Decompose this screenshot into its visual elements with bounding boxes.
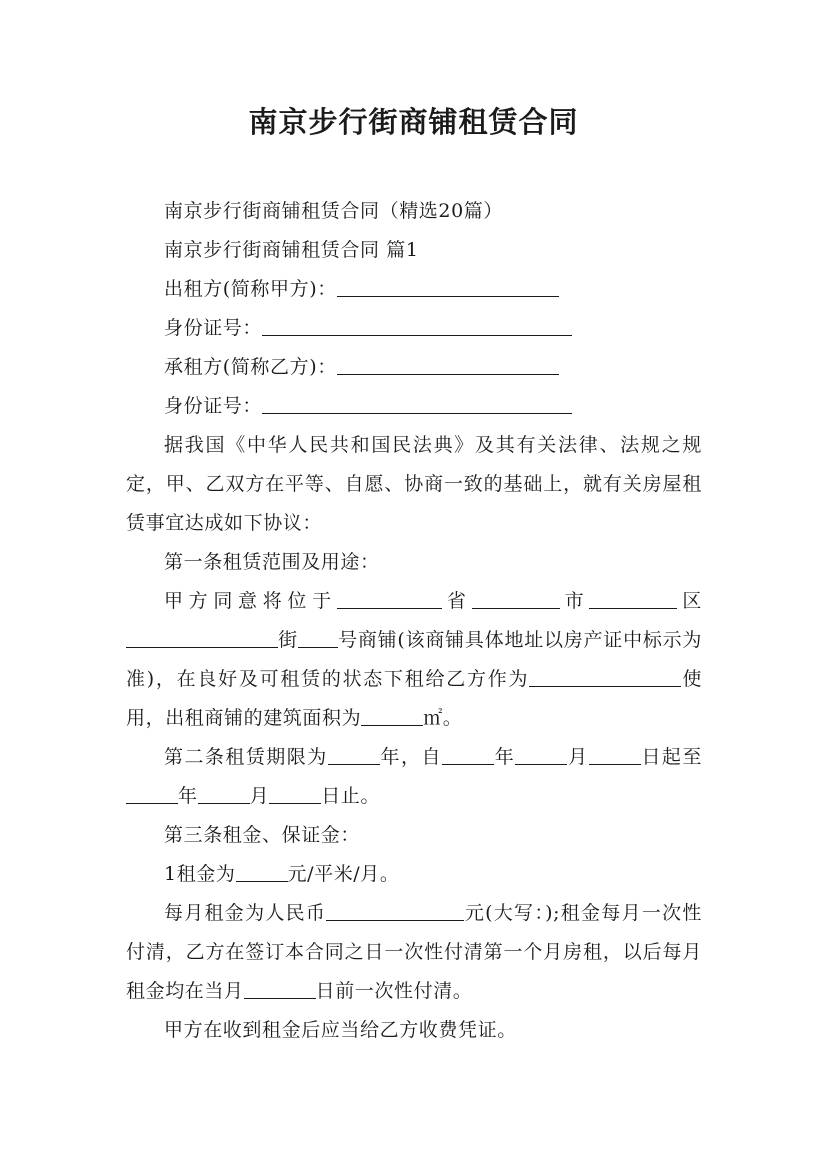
lessee-label: 承租方(简称乙方)：	[164, 356, 337, 378]
lessor-id-label: 身份证号：	[164, 317, 263, 339]
lessee-blank	[337, 355, 559, 375]
intro-paragraph: 据我国《中华人民共和国民法典》及其有关法律、法规之规定，甲、乙双方在平等、自愿、协商一致的基础上，就有关房屋租赁事宜达成如下协议：	[126, 434, 702, 534]
rent-per-sqm-blank	[236, 862, 288, 882]
city-blank	[472, 589, 560, 609]
monthly-rent-blank	[326, 901, 464, 921]
lessor-blank	[337, 277, 559, 297]
district-blank	[589, 589, 677, 609]
start-year-blank	[442, 745, 494, 765]
document-body	[126, 192, 702, 1050]
province-blank	[337, 589, 442, 609]
usage-blank	[529, 667, 681, 687]
start-month-blank	[515, 745, 567, 765]
article1-paragraph: 甲方同意将位于 省 市 区街 号商铺(该商铺具体地址以房产证中标示为准)，在良好及可租赁的状态下租给乙方作为 使用，出租商铺的建筑面积为 ㎡。	[126, 590, 702, 729]
article3-title: 第三条租金、保证金：	[164, 824, 361, 846]
lessor-id-blank	[262, 316, 572, 336]
lessee-id-label: 身份证号：	[164, 395, 263, 417]
article2-paragraph: 第二条租赁期限为 年，自 年 月 日起至年 月 日止。	[126, 738, 702, 816]
article3-paragraph3: 甲方在收到租金后应当给乙方收费凭证。	[164, 1019, 517, 1041]
end-month-blank	[198, 784, 250, 804]
article3-item1: 1租金为 元/平米/月。	[164, 863, 400, 885]
street-blank	[126, 628, 278, 648]
lessor-id-line	[126, 309, 702, 348]
article3-paragraph2: 每月租金为人民币 元(大写：);租金每月一次性付清，乙方在签订本合同之日一次性付清第一个月房租，以后每月租金均在当月 日前一次性付清。	[126, 902, 702, 1002]
number-blank	[298, 628, 338, 648]
article1-title: 第一条租赁范围及用途：	[164, 551, 380, 573]
lessee-id-line	[126, 387, 702, 426]
pay-day-blank	[244, 979, 316, 999]
term-years-blank	[328, 745, 380, 765]
lessor-label: 出租方(简称甲方)：	[164, 278, 337, 300]
lessee-id-blank	[262, 394, 572, 414]
area-blank	[361, 706, 423, 726]
start-day-blank	[589, 745, 641, 765]
end-day-blank	[269, 784, 321, 804]
subtitle: 南京步行街商铺租赁合同（精选20篇）	[164, 200, 503, 222]
end-year-blank	[126, 784, 178, 804]
section-title: 南京步行街商铺租赁合同 篇1	[164, 239, 419, 261]
document-title: 南京步行街商铺租赁合同	[248, 105, 579, 139]
lessee-line	[126, 348, 702, 387]
lessor-line	[126, 270, 702, 309]
